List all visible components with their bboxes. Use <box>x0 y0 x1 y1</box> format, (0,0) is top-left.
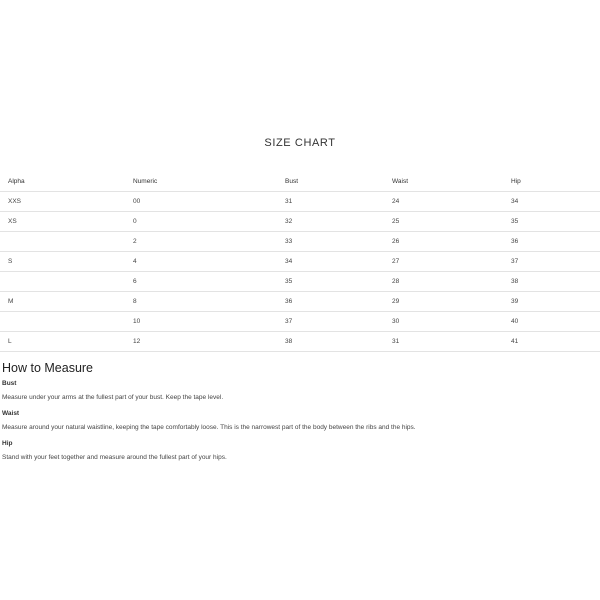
cell-hip: 39 <box>511 292 600 312</box>
cell-hip: 40 <box>511 312 600 332</box>
cell-hip: 38 <box>511 272 600 292</box>
cell-alpha <box>0 232 133 252</box>
cell-bust: 34 <box>285 252 392 272</box>
column-header-hip: Hip <box>511 172 600 192</box>
cell-numeric: 00 <box>133 192 285 212</box>
cell-numeric: 10 <box>133 312 285 332</box>
cell-numeric: 8 <box>133 292 285 312</box>
column-header-numeric: Numeric <box>133 172 285 192</box>
cell-alpha: XXS <box>0 192 133 212</box>
cell-alpha: XS <box>0 212 133 232</box>
cell-bust: 38 <box>285 332 392 352</box>
table-row <box>0 212 600 232</box>
cell-waist: 27 <box>392 252 511 272</box>
how-to-measure-section <box>2 361 592 469</box>
cell-waist: 25 <box>392 212 511 232</box>
measure-item-title: Hip <box>2 440 13 447</box>
table-row <box>0 332 600 352</box>
cell-alpha <box>0 312 133 332</box>
cell-alpha <box>0 272 133 292</box>
table-row <box>0 272 600 292</box>
column-header-waist: Waist <box>392 172 511 192</box>
cell-hip: 36 <box>511 232 600 252</box>
measure-item-text: Stand with your feet together and measure around the fullest part of your hips. <box>2 454 227 461</box>
measure-item-title: Waist <box>2 410 20 417</box>
measure-item-hip <box>2 439 592 462</box>
table-header-row <box>0 172 600 192</box>
size-chart-table <box>0 172 600 352</box>
cell-bust: 35 <box>285 272 392 292</box>
cell-numeric: 6 <box>133 272 285 292</box>
measure-item-text: Measure around your natural waistline, keeping the tape comfortably loose. This is the narrowest part of the body between the ribs and the hips. <box>2 424 416 431</box>
measure-item-title: Bust <box>2 380 17 387</box>
cell-numeric: 4 <box>133 252 285 272</box>
size-chart-title: SIZE CHART <box>264 137 336 149</box>
cell-bust: 31 <box>285 192 392 212</box>
cell-alpha: M <box>0 292 133 312</box>
cell-bust: 32 <box>285 212 392 232</box>
measure-item-text: Measure under your arms at the fullest part of your bust. Keep the tape level. <box>2 394 224 401</box>
table-row <box>0 232 600 252</box>
column-header-bust: Bust <box>285 172 392 192</box>
cell-bust: 33 <box>285 232 392 252</box>
cell-waist: 30 <box>392 312 511 332</box>
cell-bust: 37 <box>285 312 392 332</box>
column-header-alpha: Alpha <box>0 172 133 192</box>
measure-item-waist <box>2 409 592 432</box>
cell-hip: 35 <box>511 212 600 232</box>
cell-alpha: L <box>0 332 133 352</box>
measure-item-bust <box>2 379 592 402</box>
how-to-measure-heading: How to Measure <box>2 361 94 375</box>
table-row <box>0 292 600 312</box>
cell-waist: 24 <box>392 192 511 212</box>
cell-waist: 26 <box>392 232 511 252</box>
cell-numeric: 0 <box>133 212 285 232</box>
cell-numeric: 12 <box>133 332 285 352</box>
cell-waist: 29 <box>392 292 511 312</box>
cell-bust: 36 <box>285 292 392 312</box>
cell-numeric: 2 <box>133 232 285 252</box>
cell-alpha: S <box>0 252 133 272</box>
table-row <box>0 312 600 332</box>
cell-hip: 41 <box>511 332 600 352</box>
cell-hip: 34 <box>511 192 600 212</box>
table-row <box>0 252 600 272</box>
cell-waist: 28 <box>392 272 511 292</box>
table-row <box>0 192 600 212</box>
cell-hip: 37 <box>511 252 600 272</box>
cell-waist: 31 <box>392 332 511 352</box>
